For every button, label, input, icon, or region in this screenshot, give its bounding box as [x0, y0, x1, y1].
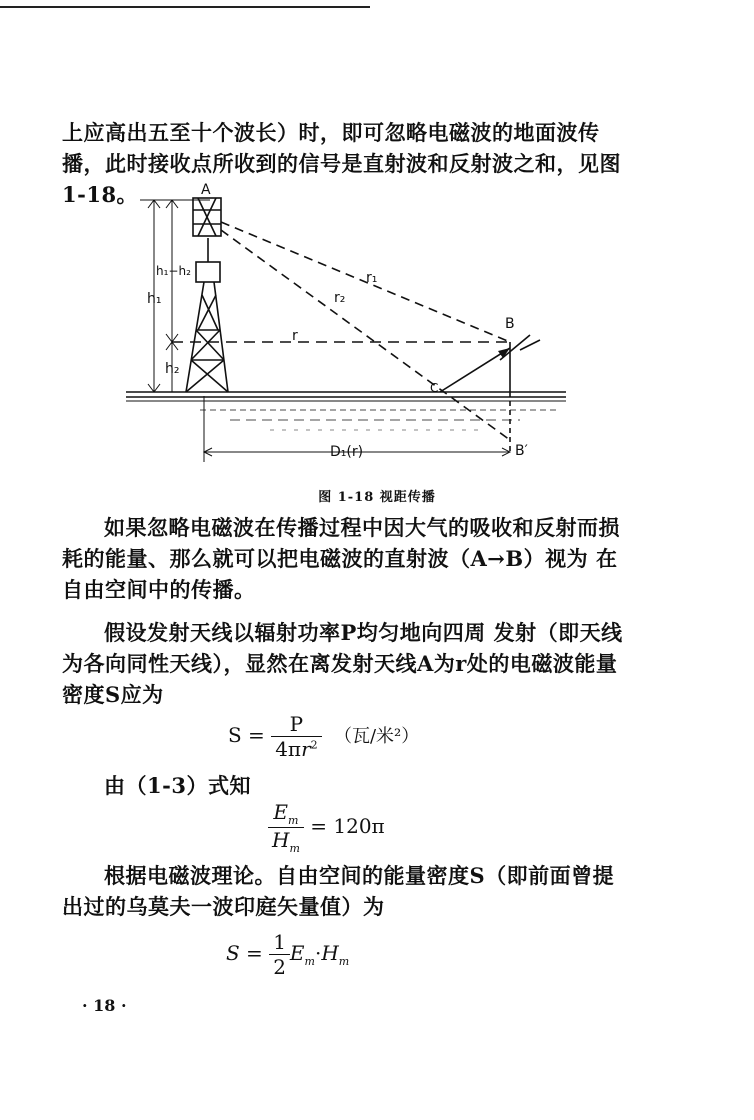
page-number: · 18 · [82, 996, 127, 1015]
label-r1: r₁ [366, 270, 378, 286]
label-distance: D₁(r) [330, 444, 364, 460]
formula-rhs: = 120π [310, 814, 385, 838]
formula-energy-density [228, 712, 419, 761]
formula-fraction [268, 800, 304, 855]
formula-lhs: S = [226, 941, 263, 965]
label-A: A [201, 182, 211, 198]
paragraph-intro: 上应高出五至十个波长）时，即可忽略电磁波的地面波传播，此时接收点所收到的信号是直射波和反射波之和，见图1-18。 [62, 120, 621, 207]
formula-denominator: $4\pi r^2$ [275, 737, 318, 761]
figure-line-of-sight-propagation [0, 0, 754, 500]
label-h2: h₂ [165, 361, 180, 377]
label-B: B [505, 316, 515, 332]
paragraph-direct-wave: 如果忽略电磁波在传播过程中因大气的吸收和反射而损耗的能量、那么就可以把电磁波的直射波（A→B）视为 在自由空间中的传播。 [62, 515, 620, 602]
formula-impedance [268, 800, 385, 855]
label-r: r [292, 328, 298, 344]
paragraph-poynting: 根据电磁波理论。自由空间的能量密度S（即前面曾提出过的乌莫夫一波印庭矢量值）为 [62, 863, 615, 919]
label-r2: r₂ [334, 290, 346, 306]
formula-denominator: $H_m$ [272, 828, 300, 855]
label-h1-minus-h2: h₁−h₂ [156, 264, 191, 278]
formula-fraction: $\frac{1}{2}$ [269, 930, 290, 979]
label-C: C [430, 381, 439, 395]
paragraph-from-equation: 由（1-3）式知 [104, 773, 251, 798]
label-h1: h₁ [147, 291, 162, 307]
formula-poynting: S = $\frac{1}{2}$ $E_m\cdot H_m$ [226, 930, 350, 979]
formula-numerator: $E_m$ [268, 800, 304, 828]
formula-unit: （瓦/米²） [333, 726, 420, 747]
formula-numerator: P [271, 712, 321, 737]
formula-fraction [271, 712, 321, 761]
formula-lhs: S = [228, 723, 265, 747]
label-B-prime: B′ [515, 443, 528, 459]
figure-caption: 图 1-18 视距传播 [318, 490, 436, 505]
paragraph-radiation-power: 假设发射天线以辐射功率P均匀地向四周 发射（即天线为各向同性天线），显然在离发射天线A为r处的电磁波能量密度S应为 [62, 620, 623, 707]
